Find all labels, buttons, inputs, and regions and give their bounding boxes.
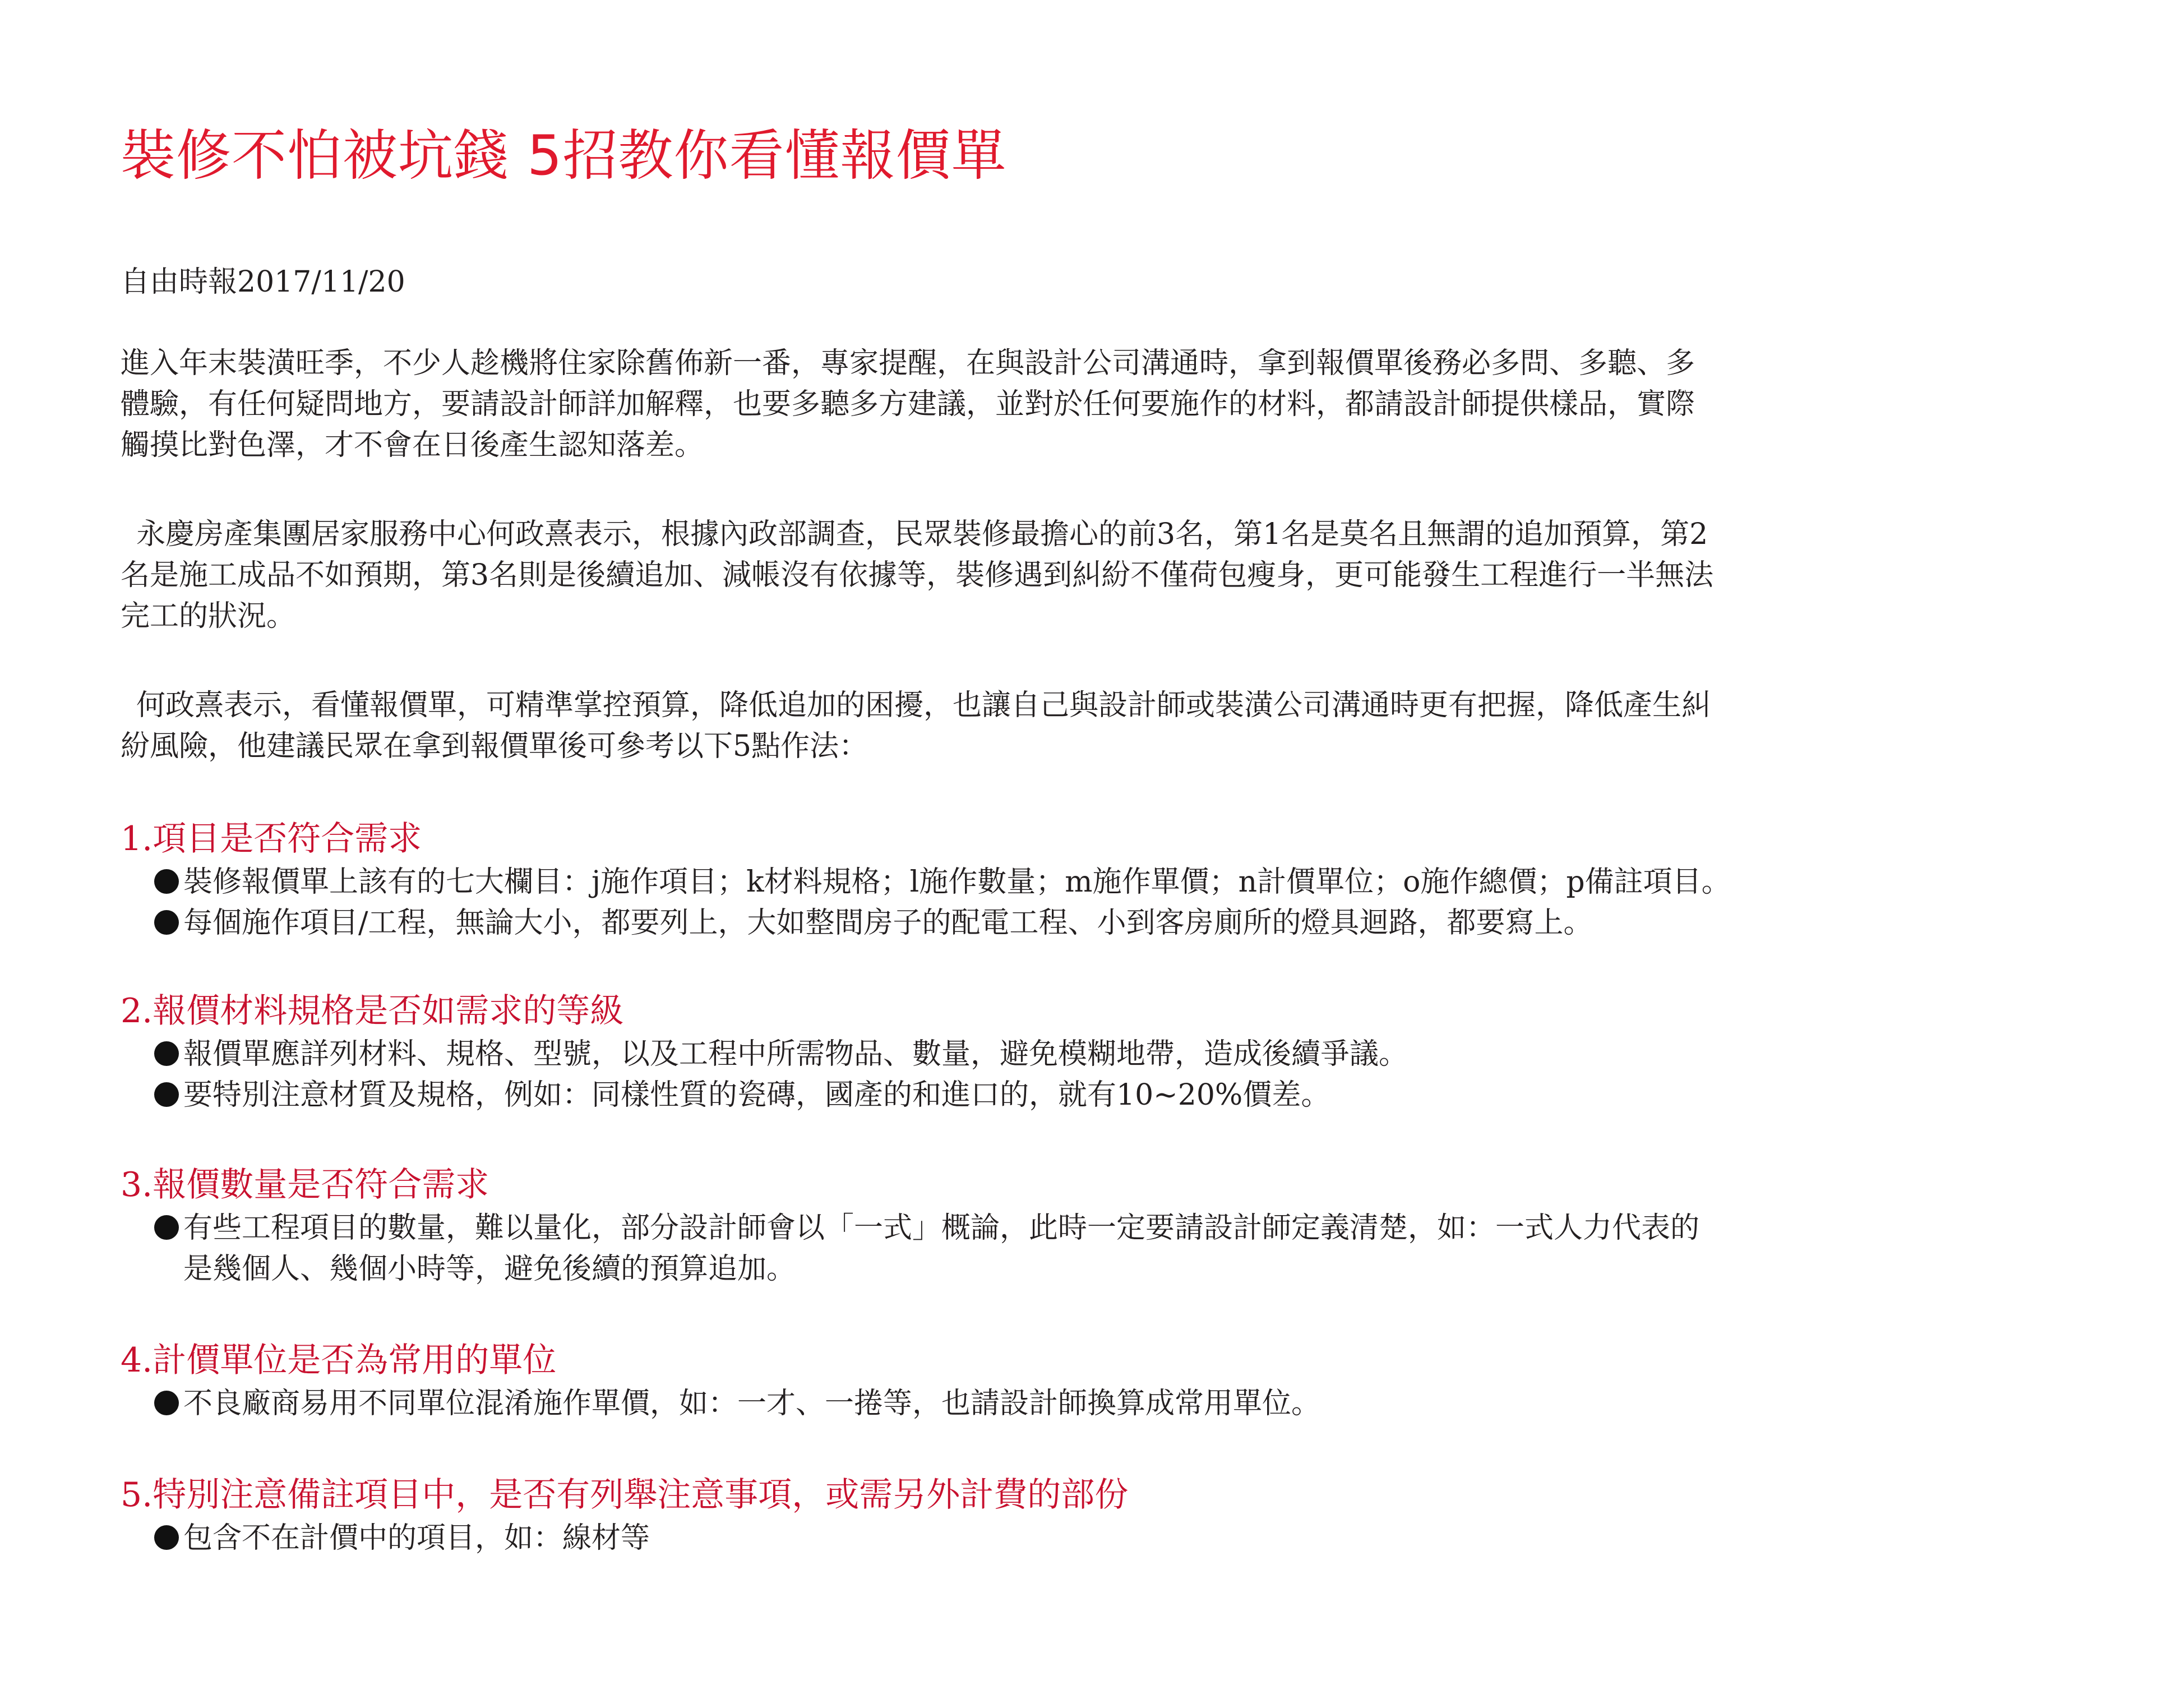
tip-section-3 — [121, 1162, 2049, 1290]
section-heading: 4.計價單位是否為常用的單位 — [121, 1341, 557, 1380]
paragraph-line: 完工的狀況。 — [121, 599, 296, 633]
bullet-item — [121, 1034, 2049, 1075]
section-heading: 1.項目是否符合需求 — [121, 819, 422, 858]
bullet-item — [121, 1208, 2049, 1249]
paragraph-line: 進入年末裝潢旺季，不少人趁機將住家除舊佈新一番，專家提醒，在與設計公司溝通時，拿到報價單後務必多問、多聽、多 — [121, 347, 1695, 380]
paragraph-line: 紛風險，他建議民眾在拿到報價單後可參考以下5點作法： — [121, 730, 868, 763]
section-heading: 2.報價材料規格是否如需求的等級 — [121, 991, 624, 1031]
bullet-text: 裝修報價單上該有的七大欄目：j施作項目；k材料規格；l施作數量；m施作單價；n計價單位；o施作總價；p備註項目。 — [183, 865, 1731, 899]
bullet-item — [121, 1075, 2049, 1116]
survey-paragraph — [121, 514, 2049, 637]
tip-section-2 — [121, 988, 2049, 1116]
bullet-text: 有些工程項目的數量，難以量化，部分設計師會以「一式」概論，此時一定要請設計師定義清楚，如：一式人力代表的 — [183, 1211, 1700, 1245]
section-heading: 5.特別注意備註項目中，是否有列舉注意事項，或需另外計費的部份 — [121, 1475, 1129, 1515]
article-title: 裝修不怕被坑錢 5招教你看懂報價單 — [121, 124, 1007, 188]
bullet-text: 每個施作項目/工程，無論大小，都要列上，大如整間房子的配電工程、小到客房廁所的燈具迴路，都要寫上。 — [183, 906, 1593, 940]
paragraph-line: 體驗，有任何疑問地方，要請設計師詳加解釋，也要多聽多方建議，並對於任何要施作的材料，都請設計師提供樣品，實際 — [121, 387, 1695, 421]
tip-section-5 — [121, 1472, 2049, 1559]
filled-circle-bullet-icon — [154, 1041, 179, 1066]
bullet-continuation: 是幾個人、幾個小時等，避免後續的預算追加。 — [183, 1252, 796, 1286]
intro-paragraph — [121, 343, 2049, 466]
filled-circle-bullet-icon — [154, 1215, 179, 1240]
tip-section-1 — [121, 816, 2049, 944]
section-heading: 3.報價數量是否符合需求 — [121, 1165, 489, 1204]
advice-paragraph — [121, 685, 2049, 767]
paragraph-line: 何政熹表示，看懂報價單，可精準掌控預算，降低追加的困擾，也讓自己與設計師或裝潢公司溝通時更有把握，降低產生糾 — [136, 689, 1711, 722]
bullet-item — [121, 1383, 2049, 1424]
bullet-item — [121, 903, 2049, 944]
article-source-date: 自由時報2017/11/20 — [121, 265, 405, 299]
bullet-text: 報價單應詳列材料、規格、型號，以及工程中所需物品、數量，避免模糊地帶，造成後續爭議。 — [183, 1037, 1408, 1071]
paragraph-line: 永慶房產集團居家服務中心何政熹表示，根據內政部調查，民眾裝修最擔心的前3名，第1名是莫名且無謂的追加預算，第2 — [136, 518, 1708, 551]
bullet-text: 不良廠商易用不同單位混淆施作單價，如：一才、一捲等，也請設計師換算成常用單位。 — [183, 1387, 1321, 1420]
filled-circle-bullet-icon — [154, 1525, 179, 1550]
bullet-item — [121, 862, 2049, 903]
filled-circle-bullet-icon — [154, 910, 179, 935]
filled-circle-bullet-icon — [154, 1082, 179, 1107]
tip-section-4 — [121, 1337, 2049, 1424]
filled-circle-bullet-icon — [154, 869, 179, 894]
paragraph-line: 觸摸比對色澤，才不會在日後產生認知落差。 — [121, 428, 704, 462]
filled-circle-bullet-icon — [154, 1391, 179, 1415]
paragraph-line: 名是施工成品不如預期，第3名則是後續追加、減帳沒有依據等，裝修遇到糾紛不僅荷包瘦身，更可能發生工程進行一半無法 — [121, 558, 1714, 592]
bullet-text: 要特別注意材質及規格，例如：同樣性質的瓷磚，國產的和進口的，就有10~20%價差。 — [183, 1078, 1330, 1112]
bullet-item — [121, 1518, 2049, 1559]
bullet-text: 包含不在計價中的項目，如：線材等 — [183, 1521, 650, 1555]
